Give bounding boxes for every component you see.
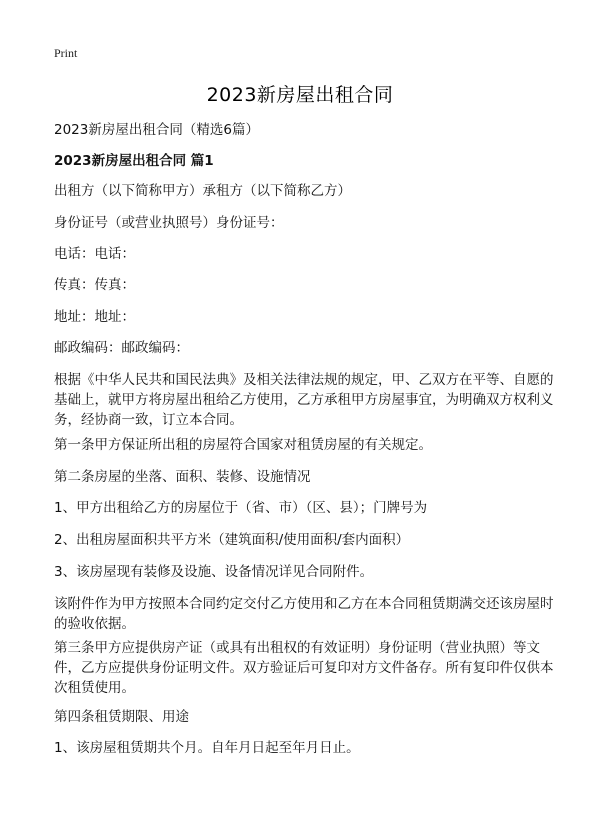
article-2-item-1: 1、甲方出租给乙方的房屋位于（省、市）（区、县）；门牌号为 [54, 500, 428, 516]
print-label: Print [54, 46, 78, 60]
annex-paragraph: 该附件作为甲方按照本合同约定交付乙方使用和乙方在本合同租赁期满交还该房屋时的验收依据。 [54, 596, 554, 632]
address-line: 地址：地址： [54, 309, 135, 325]
parties-line: 出租方（以下简称甲方）承租方（以下简称乙方） [54, 183, 351, 199]
article-4-heading: 第四条租赁期限、用途 [54, 709, 189, 725]
phone-line: 电话：电话： [54, 246, 135, 262]
article-4-item-1: 1、该房屋租赁期共个月。自年月日起至年月日止。 [54, 740, 360, 756]
article-3: 第三条甲方应提供房产证（或具有出租权的有效证明）身份证明（营业执照）等文件，乙方应提供身份证明文件。双方验证后可复印对方文件备存。所有复印件仅供本次租赁使用。 [54, 640, 554, 696]
article-2-item-3: 3、该房屋现有装修及设施、设备情况详见合同附件。 [54, 564, 374, 580]
article-2-heading: 第二条房屋的坐落、面积、装修、设施情况 [54, 469, 311, 485]
article-2-item-2: 2、出租房屋面积共平方米（建筑面积/使用面积/套内面积） [54, 532, 410, 548]
section-heading: 2023新房屋出租合同 篇1 [54, 153, 214, 169]
article-1: 第一条甲方保证所出租的房屋符合国家对租赁房屋的有关规定。 [54, 437, 432, 453]
intro-paragraph: 根据《中华人民共和国民法典》及相关法律法规的规定，甲、乙双方在平等、自愿的基础上，就甲方将房屋出租给乙方使用，乙方承租甲方房屋事宜，为明确双方权利义务，经协商一致，订立本合同。 [54, 372, 554, 428]
postcode-line: 邮政编码：邮政编码： [54, 340, 189, 356]
document-subtitle: 2023新房屋出租合同（精选6篇） [54, 122, 259, 138]
document-title: 2023新房屋出租合同 [206, 84, 394, 106]
id-number-line: 身份证号（或营业执照号）身份证号： [54, 215, 284, 231]
fax-line: 传真：传真： [54, 277, 135, 293]
